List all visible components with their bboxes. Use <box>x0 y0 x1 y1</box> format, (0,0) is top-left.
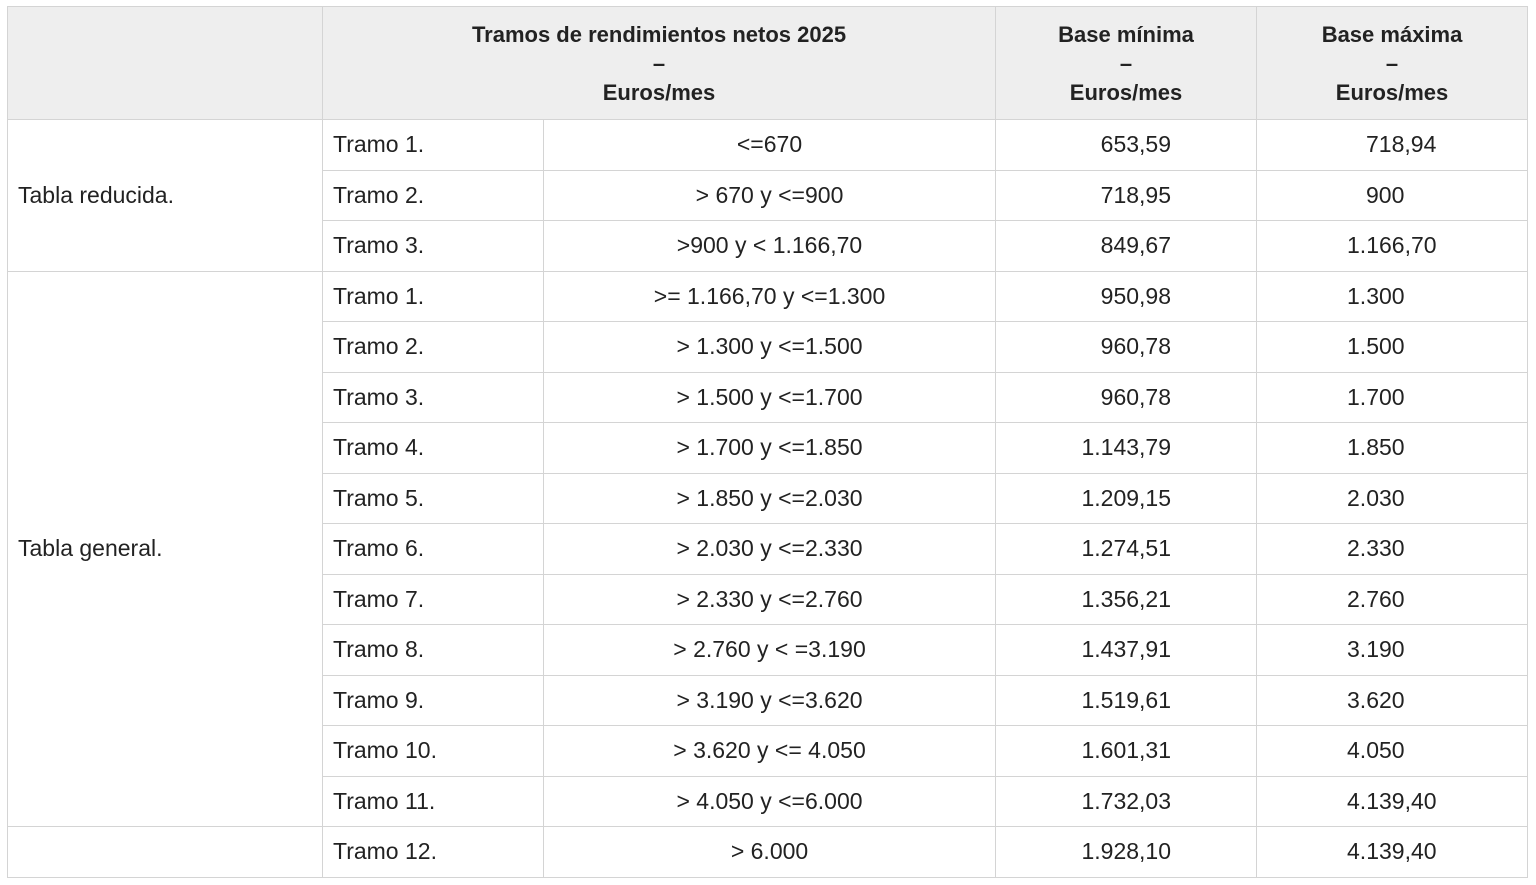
base-max-cell: 1.850 <box>1257 423 1528 474</box>
header-max-separator: – <box>1385 50 1399 76</box>
base-max-cell: 1.500 <box>1257 322 1528 373</box>
base-min-cell: 1.356,21 <box>996 574 1257 625</box>
base-min-cell: 1.732,03 <box>996 776 1257 827</box>
tramo-cell: Tramo 9. <box>323 675 544 726</box>
base-min-cell: 1.601,31 <box>996 726 1257 777</box>
header-min-separator: – <box>1119 50 1133 76</box>
range-cell: > 1.500 y <=1.700 <box>544 372 996 423</box>
base-max-cell: 3.620 <box>1257 675 1528 726</box>
header-max-unit: Euros/mes <box>1335 79 1449 105</box>
base-min-cell: 1.519,61 <box>996 675 1257 726</box>
tramo-cell: Tramo 4. <box>323 423 544 474</box>
base-min-cell: 1.274,51 <box>996 524 1257 575</box>
range-cell: <=670 <box>544 120 996 171</box>
base-min-cell: 653,59 <box>996 120 1257 171</box>
group-label: Tabla reducida. <box>8 120 323 272</box>
base-min-cell: 1.928,10 <box>996 827 1257 878</box>
tramo-cell: Tramo 1. <box>323 120 544 171</box>
tramo-cell: Tramo 7. <box>323 574 544 625</box>
range-cell: > 1.700 y <=1.850 <box>544 423 996 474</box>
tramo-cell: Tramo 10. <box>323 726 544 777</box>
range-cell: > 2.030 y <=2.330 <box>544 524 996 575</box>
base-max-cell: 2.030 <box>1257 473 1528 524</box>
range-cell: >= 1.166,70 y <=1.300 <box>544 271 996 322</box>
range-cell: >900 y < 1.166,70 <box>544 221 996 272</box>
range-cell: > 1.300 y <=1.500 <box>544 322 996 373</box>
base-min-cell: 1.143,79 <box>996 423 1257 474</box>
base-max-cell: 4.050 <box>1257 726 1528 777</box>
table-container <box>7 6 1528 878</box>
contribution-table <box>7 6 1528 878</box>
base-max-cell: 1.700 <box>1257 372 1528 423</box>
base-min-cell: 950,98 <box>996 271 1257 322</box>
base-max-cell: 1.300 <box>1257 271 1528 322</box>
tramo-cell: Tramo 2. <box>323 322 544 373</box>
tramo-cell: Tramo 5. <box>323 473 544 524</box>
tramo-cell: Tramo 1. <box>323 271 544 322</box>
base-max-cell: 4.139,40 <box>1257 827 1528 878</box>
header-max-title: Base máxima <box>1321 21 1463 47</box>
header-empty-cell <box>8 7 323 120</box>
base-max-cell: 1.166,70 <box>1257 221 1528 272</box>
header-range-unit: Euros/mes <box>602 79 716 105</box>
header-range <box>323 7 996 120</box>
tramo-cell: Tramo 2. <box>323 170 544 221</box>
base-max-cell: 4.139,40 <box>1257 776 1528 827</box>
range-cell: > 2.330 y <=2.760 <box>544 574 996 625</box>
base-max-cell: 2.760 <box>1257 574 1528 625</box>
table-row <box>8 271 1528 322</box>
base-max-cell: 3.190 <box>1257 625 1528 676</box>
header-range-title: Tramos de rendimientos netos 2025 <box>471 21 847 47</box>
header-range-separator: – <box>652 50 666 76</box>
header-min-unit: Euros/mes <box>1069 79 1183 105</box>
base-max-cell: 718,94 <box>1257 120 1528 171</box>
range-cell: > 2.760 y < =3.190 <box>544 625 996 676</box>
range-cell: > 670 y <=900 <box>544 170 996 221</box>
header-max <box>1257 7 1528 120</box>
tramo-cell: Tramo 12. <box>323 827 544 878</box>
tramo-cell: Tramo 6. <box>323 524 544 575</box>
tramo-cell: Tramo 8. <box>323 625 544 676</box>
header-row <box>8 7 1528 120</box>
tramo-cell: Tramo 3. <box>323 372 544 423</box>
table-row <box>8 120 1528 171</box>
base-max-cell: 900 <box>1257 170 1528 221</box>
table-row <box>8 827 1528 878</box>
range-cell: > 3.190 y <=3.620 <box>544 675 996 726</box>
header-min-title: Base mínima <box>1058 21 1194 47</box>
group-label: Tabla general. <box>8 271 323 827</box>
header-min <box>996 7 1257 120</box>
range-cell: > 6.000 <box>544 827 996 878</box>
range-cell: > 4.050 y <=6.000 <box>544 776 996 827</box>
base-min-cell: 960,78 <box>996 322 1257 373</box>
tramo-cell: Tramo 11. <box>323 776 544 827</box>
base-min-cell: 1.437,91 <box>996 625 1257 676</box>
base-max-cell: 2.330 <box>1257 524 1528 575</box>
base-min-cell: 960,78 <box>996 372 1257 423</box>
tramo-cell: Tramo 3. <box>323 221 544 272</box>
range-cell: > 3.620 y <= 4.050 <box>544 726 996 777</box>
base-min-cell: 718,95 <box>996 170 1257 221</box>
base-min-cell: 849,67 <box>996 221 1257 272</box>
range-cell: > 1.850 y <=2.030 <box>544 473 996 524</box>
base-min-cell: 1.209,15 <box>996 473 1257 524</box>
group-label <box>8 827 323 878</box>
